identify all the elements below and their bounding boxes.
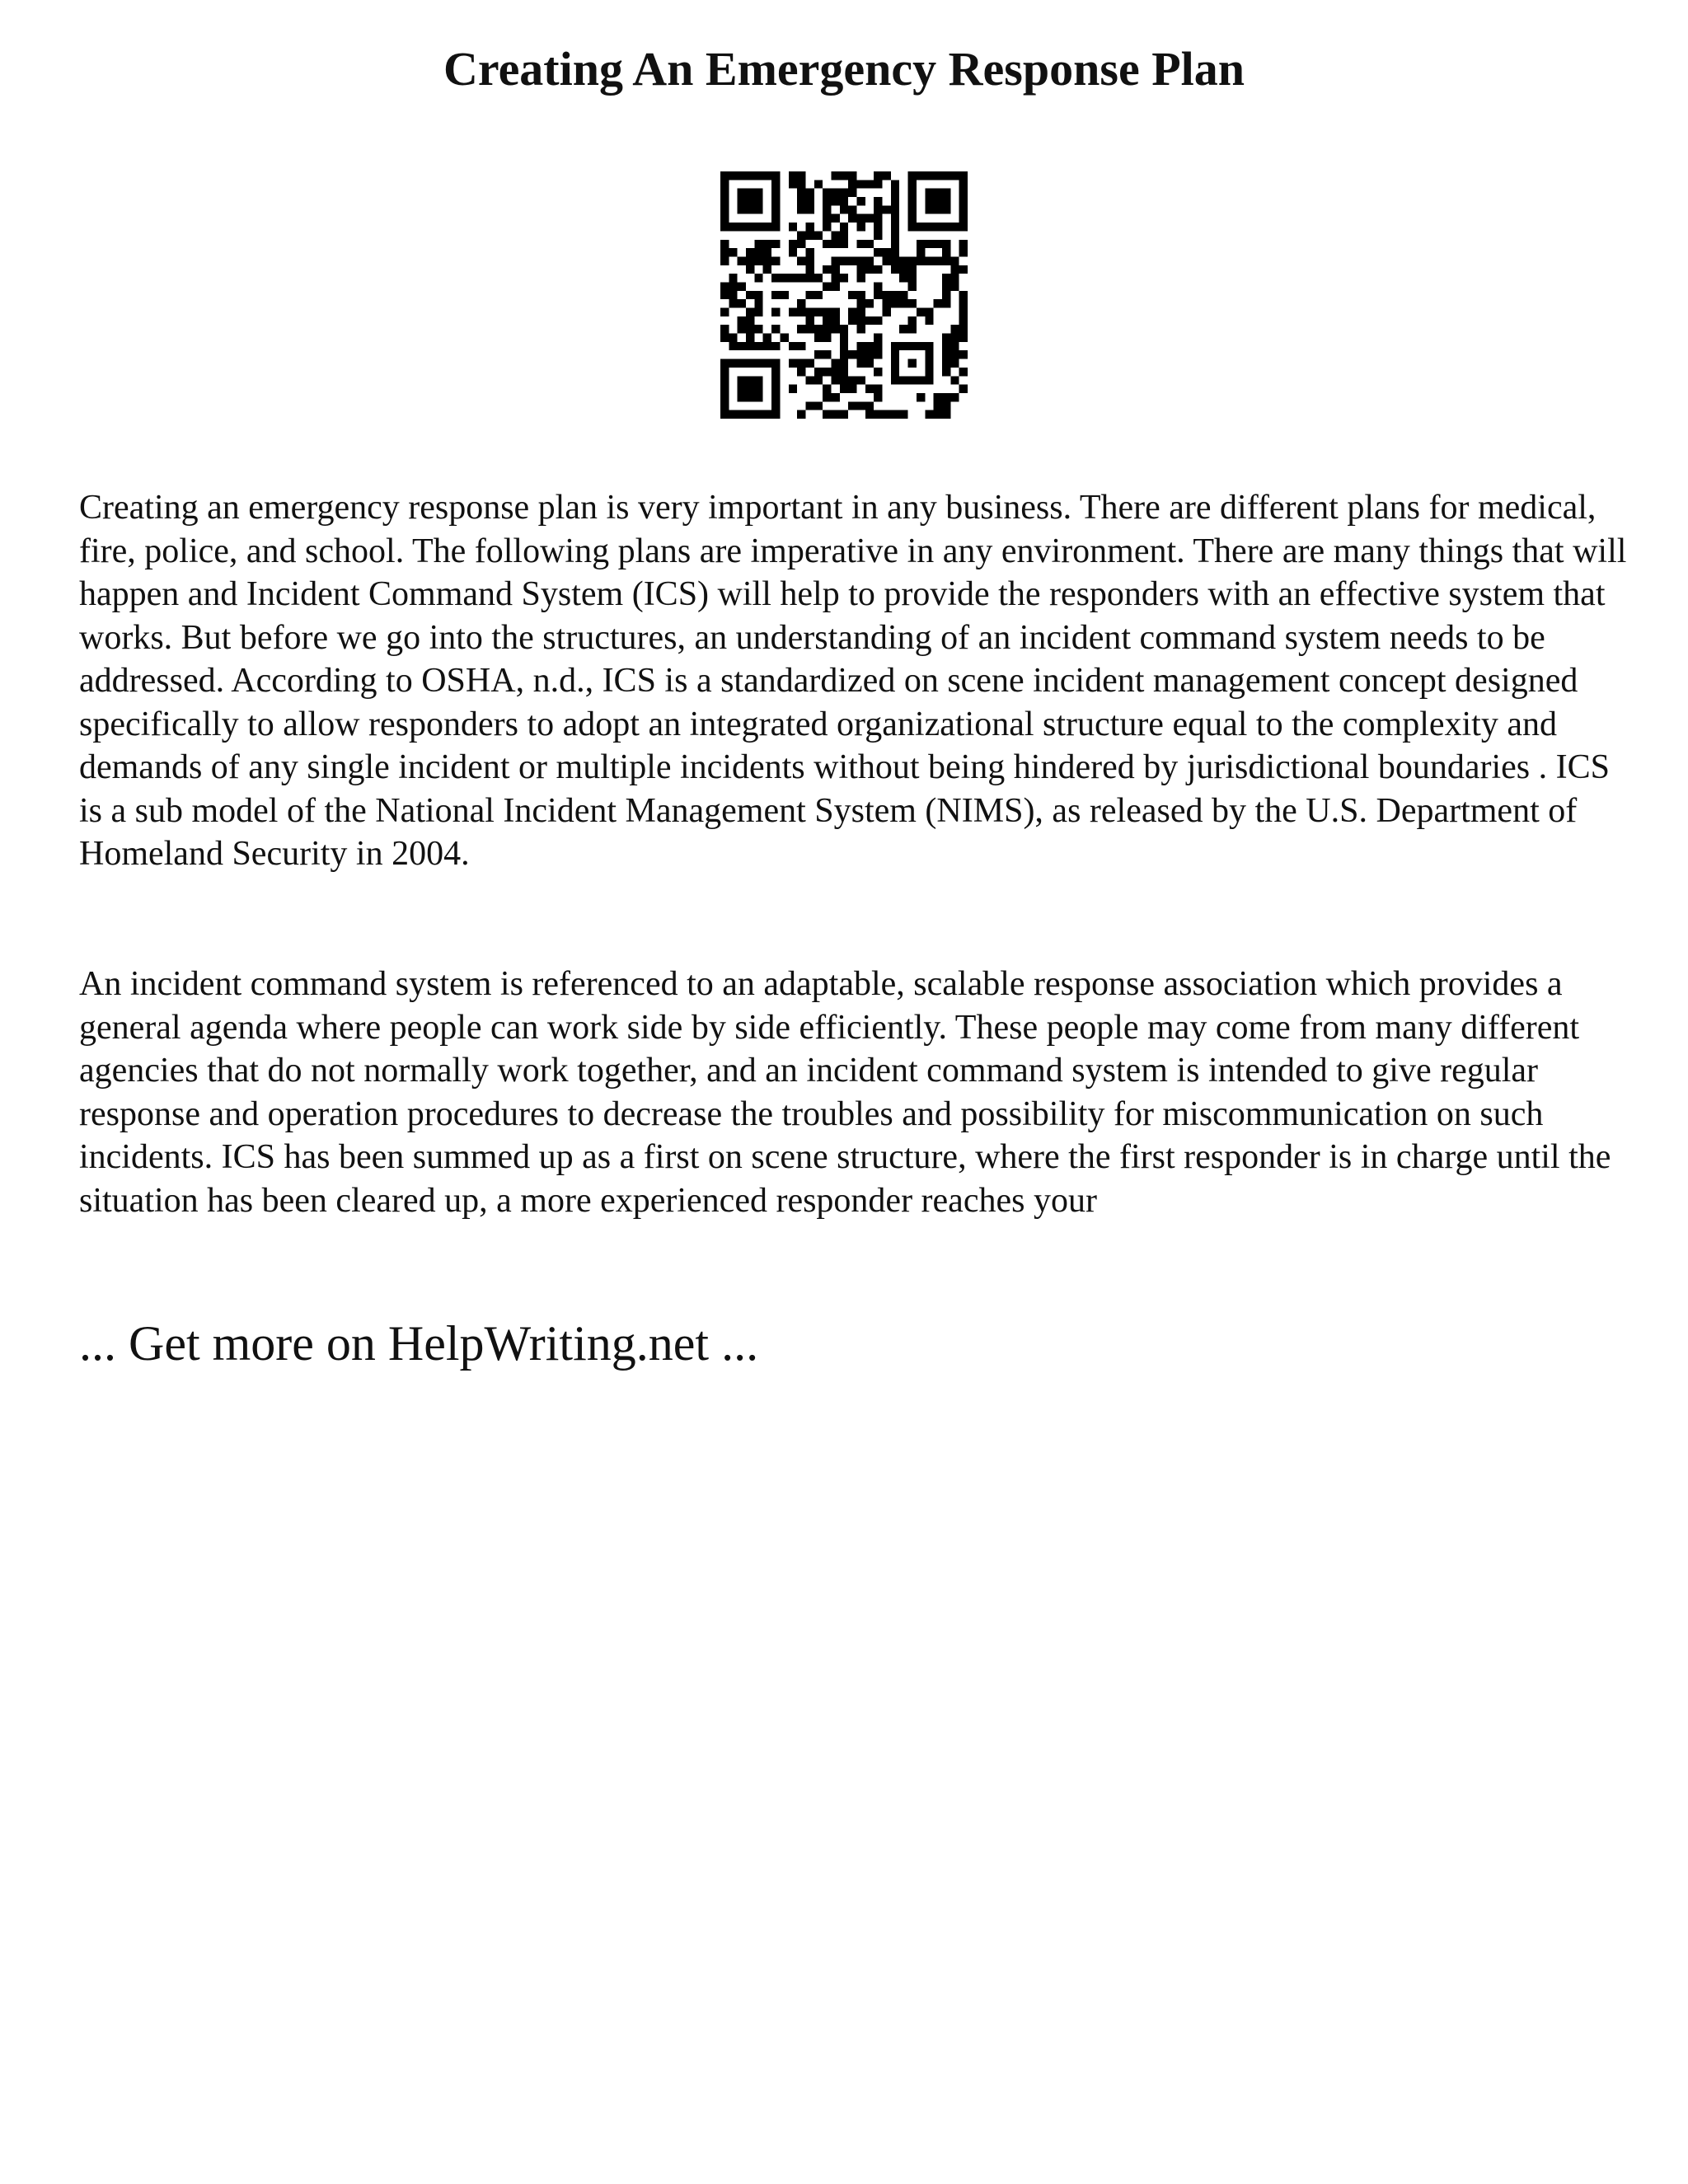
get-more-link[interactable]: ... Get more on HelpWriting.net ... (79, 1316, 759, 1371)
qr-code-icon (720, 171, 968, 419)
paragraph-2: An incident command system is referenced to an adaptable, scalable response association which provides a general agenda where people can work side by side efficiently. These people may come from many different agencies that do not normally work together, and an incident command system is intended to give regular response and operation procedures to decrease the troubles and possibility for miscommunication on such incidents. ICS has been summed up as a first on scene structure, where the first responder is in charge until the situation has been cleared up, a more experienced responder reaches your (79, 965, 1611, 1220)
paragraph-1: Creating an emergency response plan is very important in any business. There are different plans for medical, fire, police, and school. The following plans are imperative in any environment. There are many things that will happen and Incident Command System (ICS) will help to provide the responders with an effective system that works. But before we go into the structures, an understanding of an incident command system needs to be addressed. According to OSHA, n.d., ICS is a standardized on scene incident management concept designed specifically to allow responders to adopt an integrated organizational structure equal to the complexity and demands of any single incident or multiple incidents without being hindered by jurisdictional boundaries . ICS is a sub model of the National Incident Management System (NIMS), as released by the U.S. Department of Homeland Security in 2004. (79, 489, 1627, 873)
page-title: Creating An Emergency Response Plan (443, 42, 1245, 96)
